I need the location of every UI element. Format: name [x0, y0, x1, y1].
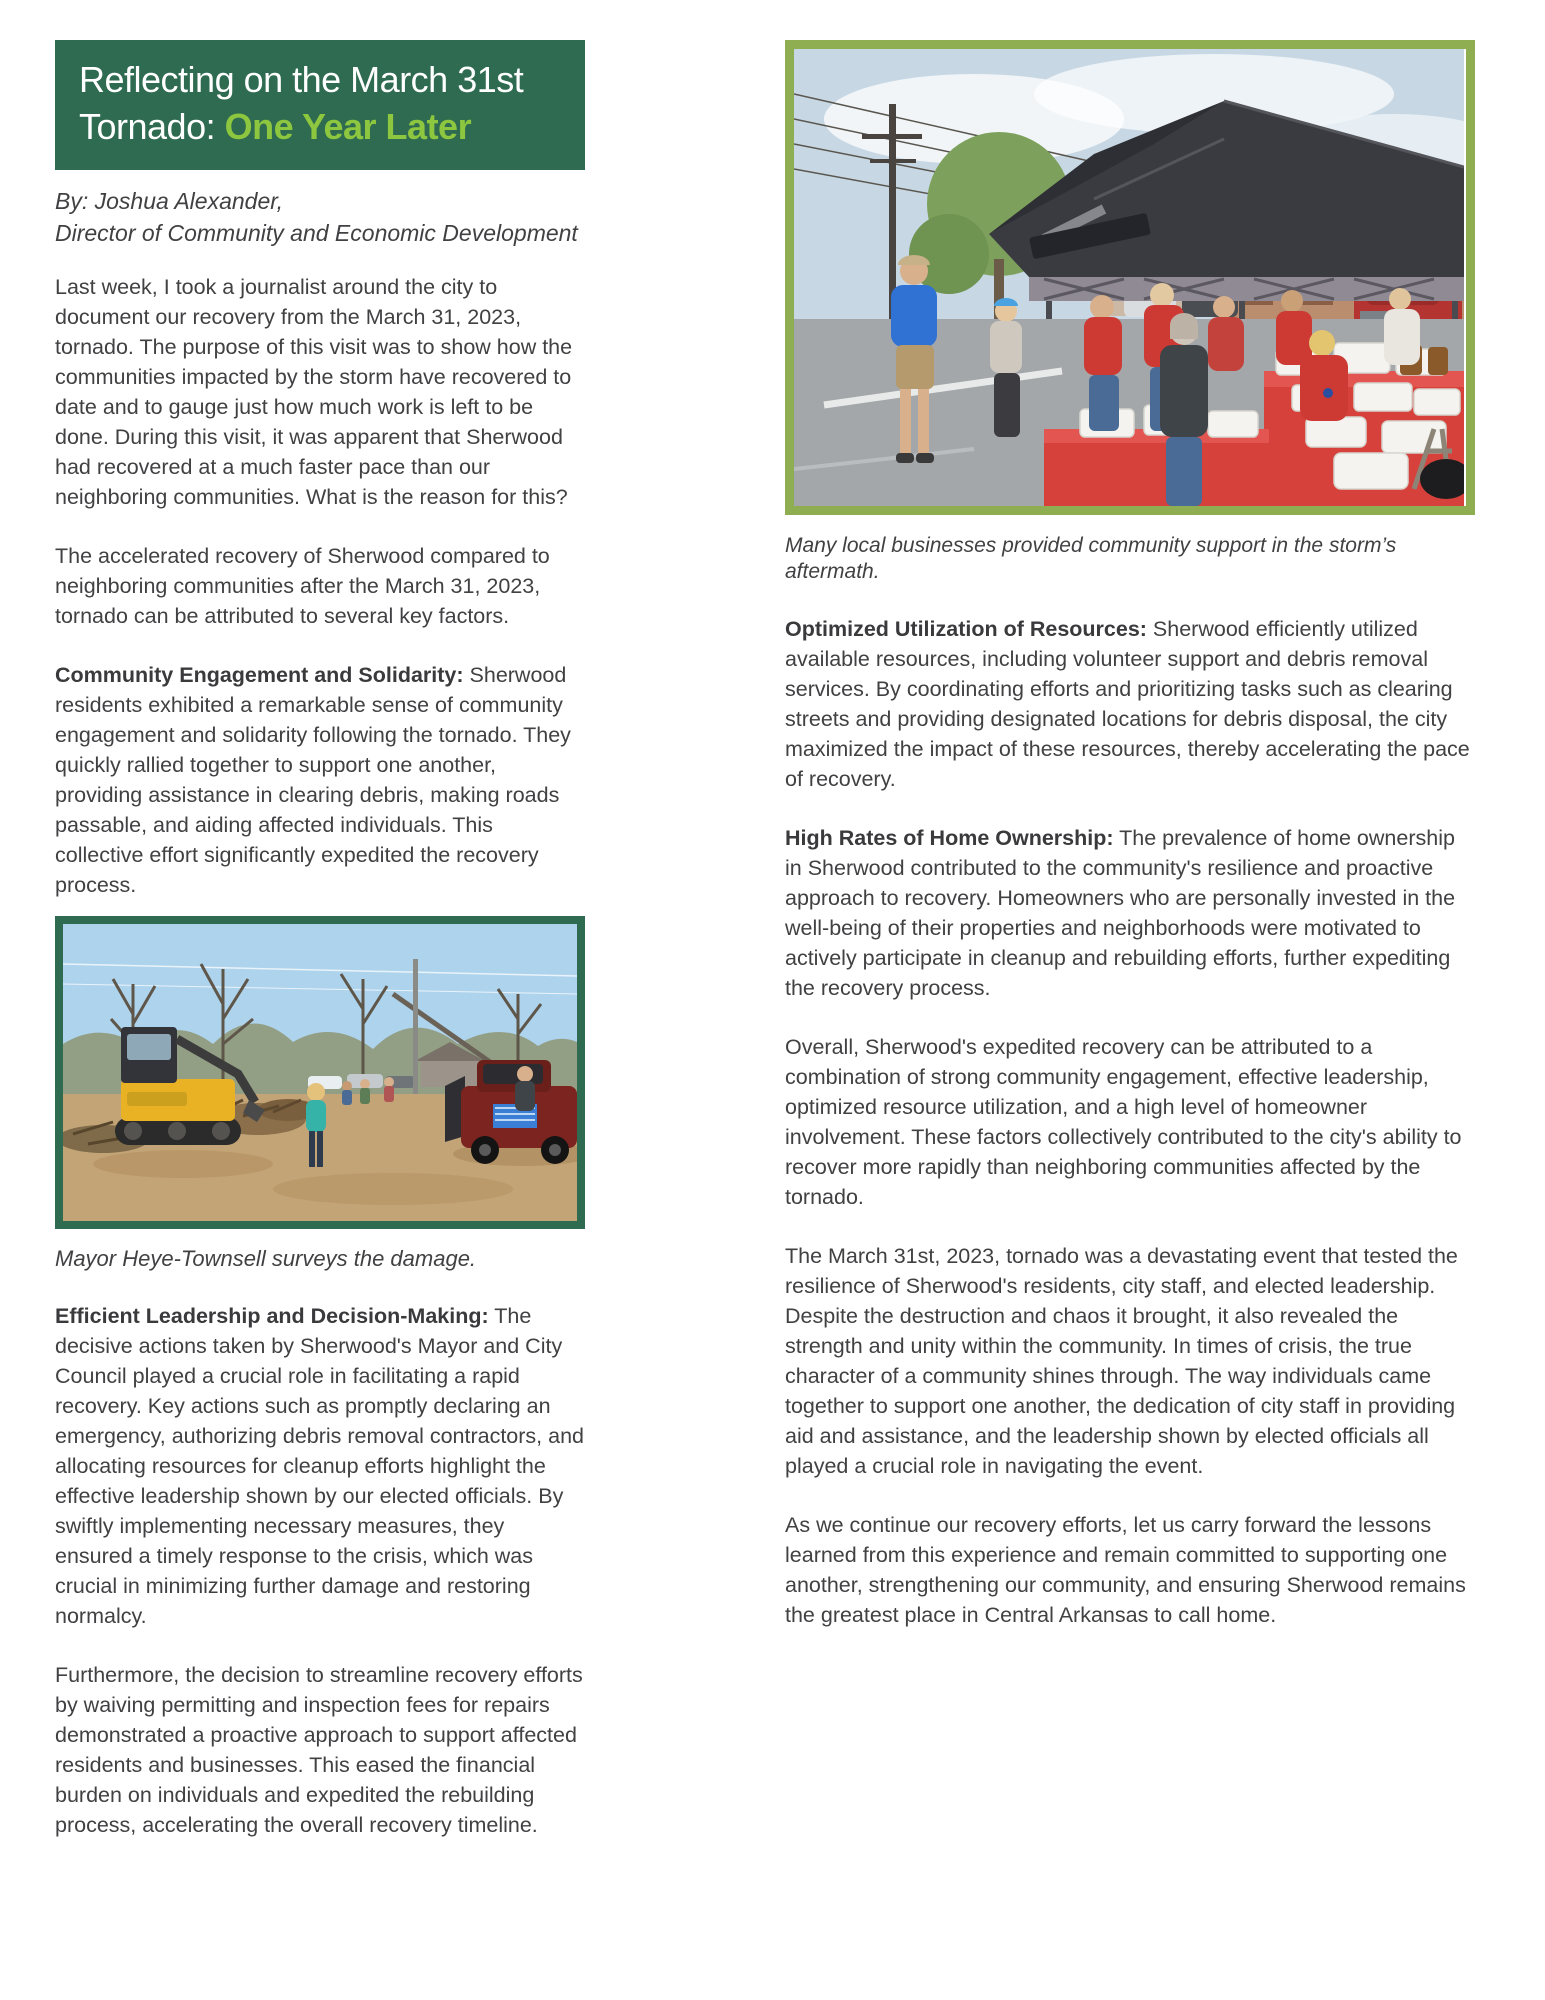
right-column	[785, 40, 1475, 1840]
article-paragraph: Overall, Sherwood's expedited recovery can be attributed to a combination of strong community engagement, effective leadership, optimized resource utilization, and a high level of homeowner involvement. These factors collectively contributed to the city's ability to recover more rapidly than neighboring communities affected by the tornado.	[785, 1035, 1462, 1210]
tornado-damage-photo	[55, 916, 585, 1229]
article-paragraph: High Rates of Home Ownership: The prevalence of home ownership in Sherwood contributed to the community's resilience and proactive approach to recovery. Homeowners who are personally invested in the well-being of their properties and neighborhoods were motivated to actively participate in cleanup and rebuilding efforts, further expediting the recovery process.	[785, 826, 1456, 1001]
section-heading-inline: Efficient Leadership and Decision-Making:	[55, 1304, 489, 1329]
tornado-damage-illustration	[63, 924, 577, 1221]
title-highlight: One Year Later	[224, 105, 472, 147]
byline-author: By: Joshua Alexander,	[55, 187, 284, 214]
section-heading-inline: Optimized Utilization of Resources:	[785, 617, 1147, 642]
title-line-2-prefix: Tornado:	[79, 105, 225, 147]
header-banner	[55, 40, 585, 170]
photo-caption-right: Many local businesses provided community support in the storm’s aftermath.	[785, 534, 1397, 584]
photo-caption-left: Mayor Heye-Townsell surveys the damage.	[55, 1245, 477, 1271]
section-heading-inline: Community Engagement and Solidarity:	[55, 662, 464, 687]
article-paragraph: Optimized Utilization of Resources: Sherwood efficiently utilized available resources, including volunteer support and debris removal services. By coordinating efforts and prioritizing tasks such as clearing streets and providing designated locations for debris disposal, the city maximized the impact of these resources, thereby accelerating the pace of recovery.	[785, 617, 1470, 792]
article-paragraph: Last week, I took a journalist around the city to document our recovery from the March 31, 2023, tornado. The purpose of this visit was to show how the communities impacted by the storm have recovered to date and to gauge just how much work is left to be done. During this visit, it was apparent that Sherwood had recovered at a much faster pace than our neighboring communities. What is the reason for this?	[55, 274, 573, 509]
article-paragraph: The March 31st, 2023, tornado was a devastating event that tested the resilience of Sherwood's residents, city staff, and elected leadership. Despite the destruction and chaos it brought, it also revealed the strength and unity within the community. In times of crisis, the true character of a community shines through. The way individuals came together to support one another, the dedication of city staff in providing aid and assistance, and the leadership shown by elected officials all played a crucial role in navigating the event.	[785, 1244, 1458, 1479]
byline	[55, 185, 585, 250]
community-support-illustration	[794, 49, 1464, 506]
community-support-photo	[785, 40, 1475, 515]
article-paragraph: Efficient Leadership and Decision-Making: The decisive actions taken by Sherwood's Mayor and City Council played a crucial role in facilitating a rapid recovery. Key actions such as promptly declaring an emergency, authorizing debris removal contractors, and allocating resources for cleanup efforts highlight the effective leadership shown by our elected officials. By swiftly implementing necessary measures, they ensured a timely response to the crisis, which was crucial in minimizing further damage and restoring normalcy.	[55, 1304, 584, 1629]
article-paragraph: The accelerated recovery of Sherwood compared to neighboring communities after the March 31, 2023, tornado can be attributed to several key factors.	[55, 543, 550, 628]
left-column	[55, 40, 585, 1840]
article-paragraph: Furthermore, the decision to streamline recovery efforts by waiving permitting and inspection fees for repairs demonstrated a proactive approach to support affected residents and businesses. This eased the financial burden on individuals and expedited the rebuilding process, accelerating the overall recovery timeline.	[55, 1663, 583, 1838]
title-line-2	[79, 104, 563, 151]
section-heading-inline: High Rates of Home Ownership:	[785, 826, 1114, 851]
byline-role: Director of Community and Economic Development	[55, 220, 578, 247]
article-paragraph: As we continue our recovery efforts, let us carry forward the lessons learned from this experience and remain committed to supporting one another, strengthening our community, and ensuring Sherwood remains the greatest place in Central Arkansas to call home.	[785, 1513, 1466, 1628]
title-line-1: Reflecting on the March 31st	[79, 59, 524, 100]
article-paragraph: Community Engagement and Solidarity: Sherwood residents exhibited a remarkable sense of community engagement and solidarity following the tornado. They quickly rallied together to support one another, providing assistance in clearing debris, making roads passable, and aiding affected individuals. This collective effort significantly expedited the recovery process.	[55, 662, 571, 897]
